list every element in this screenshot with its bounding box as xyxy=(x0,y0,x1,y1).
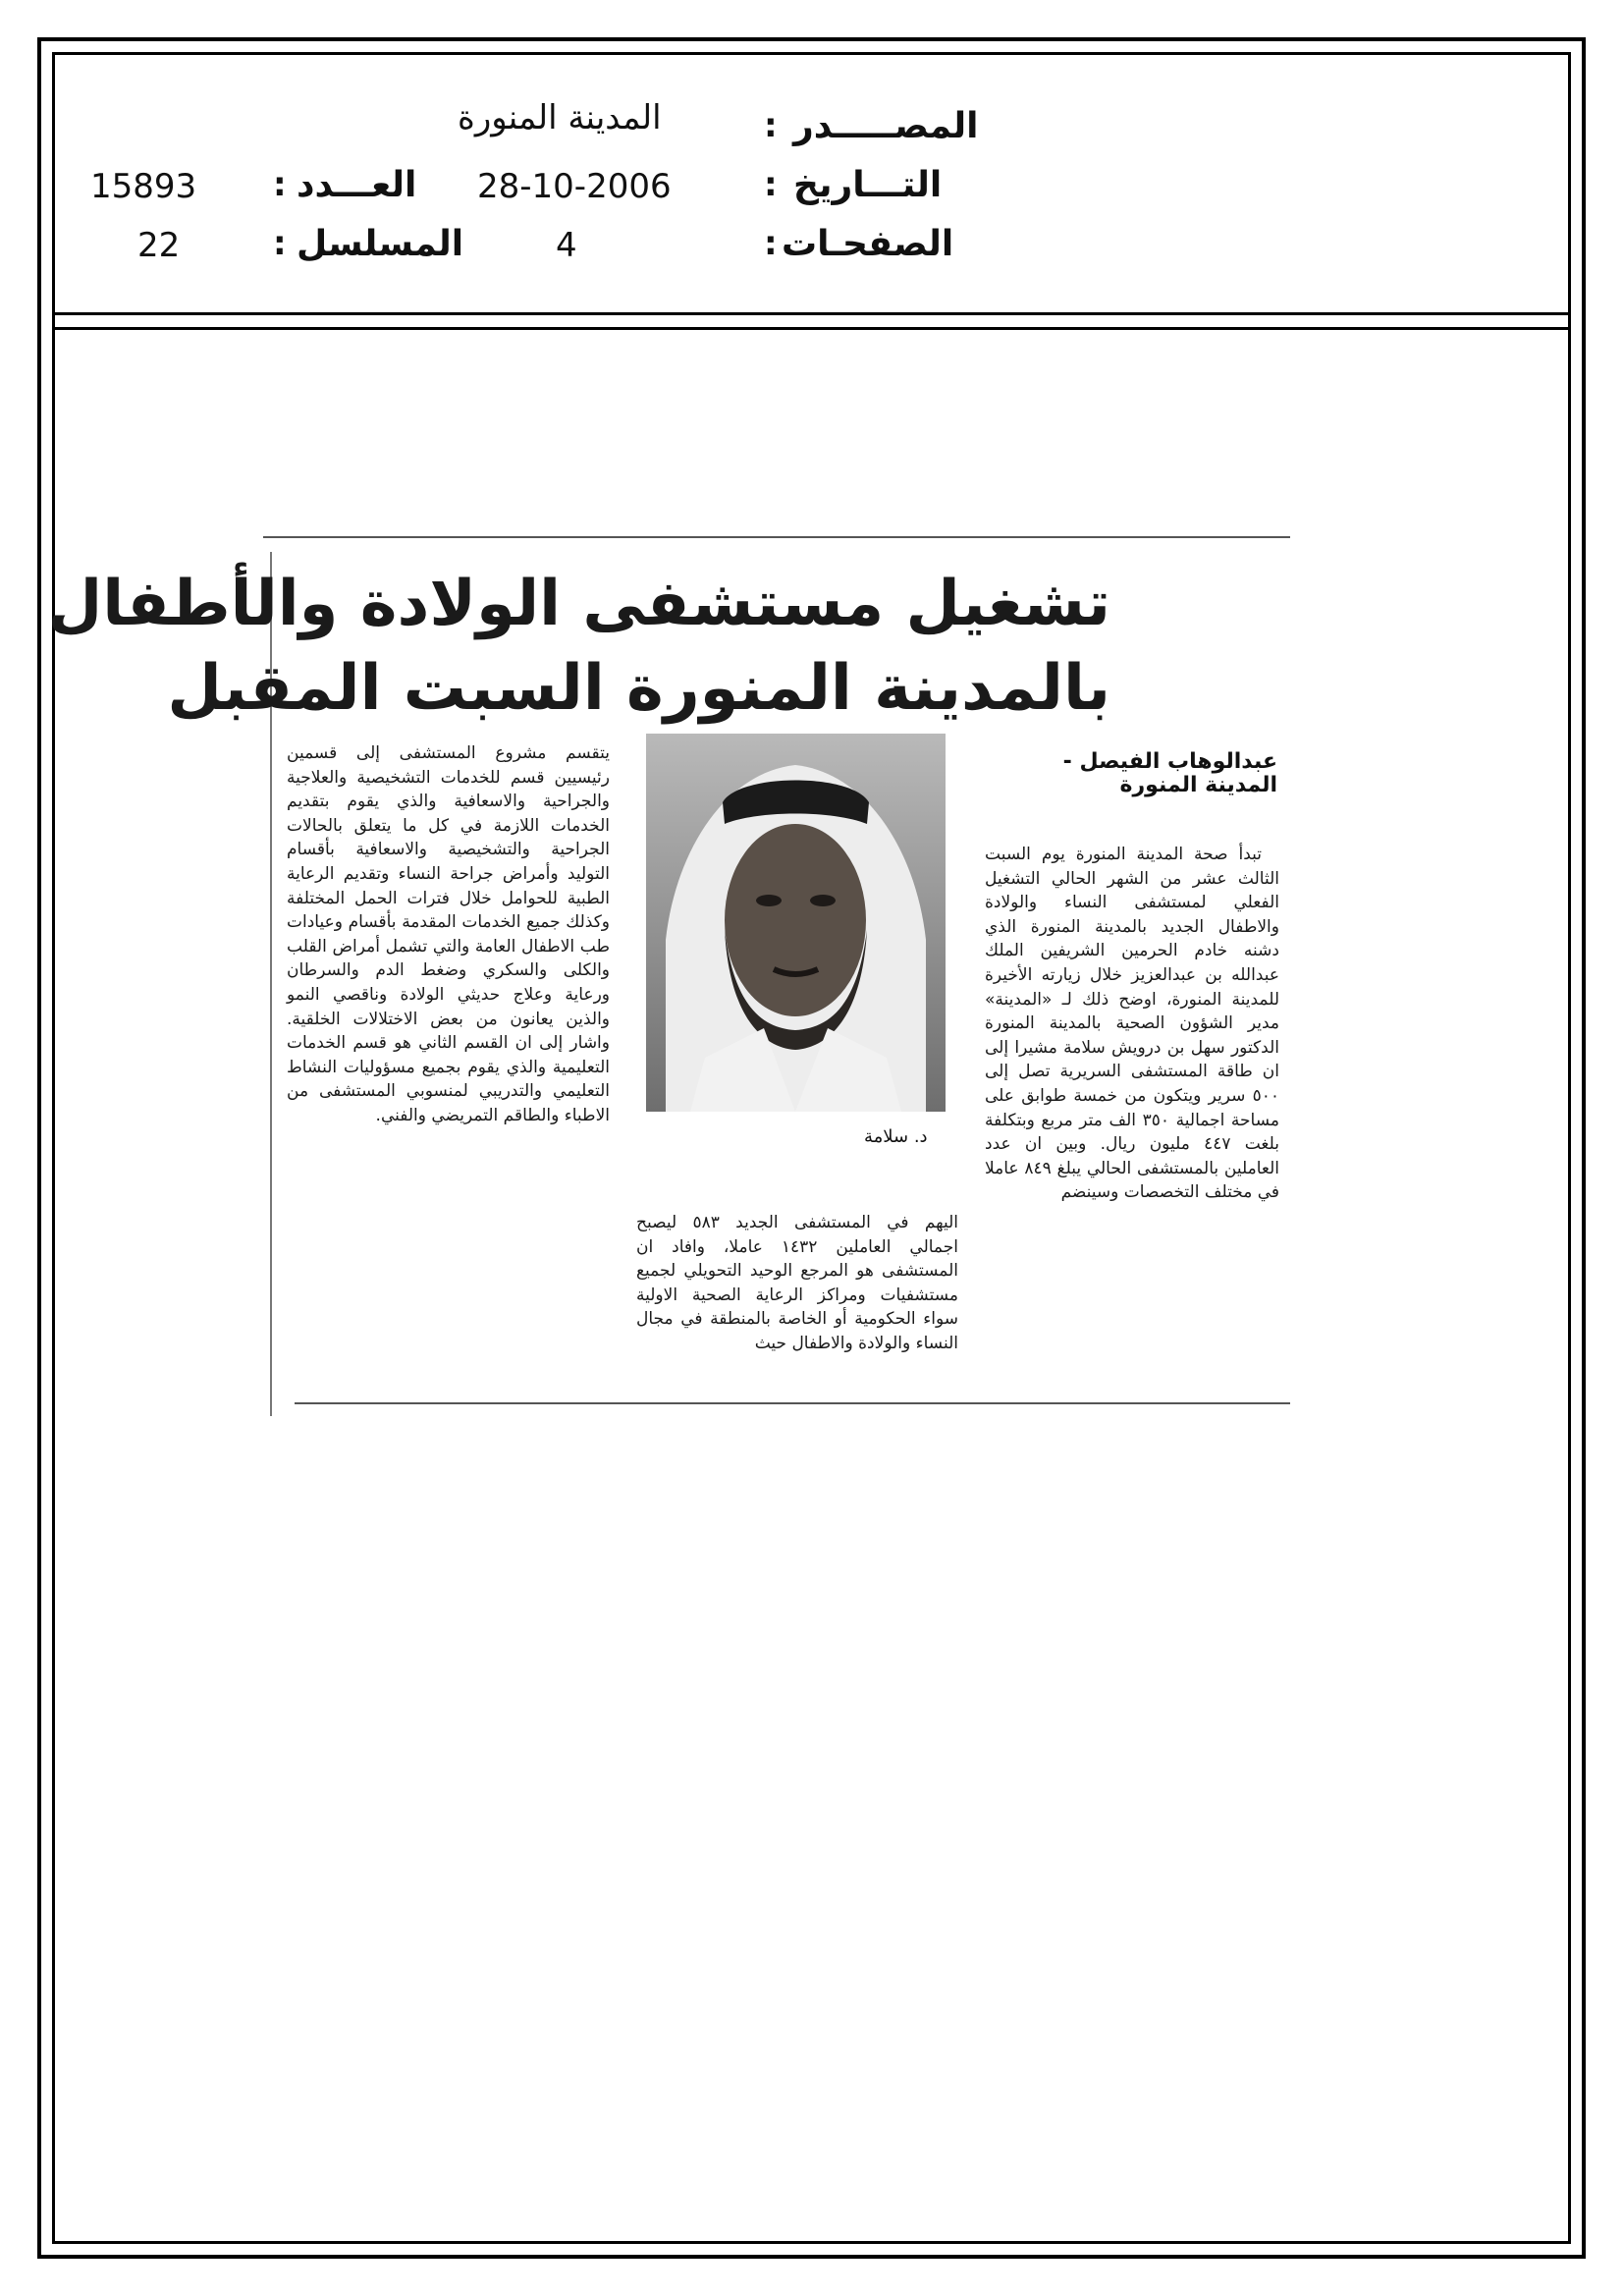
date-label: التـــاريخ xyxy=(793,165,943,205)
source-label: المصـــــدر xyxy=(793,106,979,146)
byline-place: المدينة المنورة xyxy=(1119,773,1277,797)
issue-label: العـــدد xyxy=(297,165,417,205)
headline-line-1: تشغيل مستشفى الولادة والأطفال xyxy=(47,568,1110,640)
serial-value: 22 xyxy=(137,226,181,265)
date-colon: : xyxy=(764,165,778,204)
article-column-right xyxy=(985,843,1279,1205)
photo-caption: د. سلامة xyxy=(864,1126,928,1147)
serial-label: المسلسل xyxy=(297,224,464,264)
issue-colon: : xyxy=(273,165,287,204)
byline-author: عبدالوهاب الفيصل - xyxy=(1062,749,1277,774)
clipping-bottom-rule xyxy=(295,1402,1290,1404)
source-colon: : xyxy=(764,106,778,145)
pages-value: 4 xyxy=(556,226,577,265)
article-paragraph: يتقسم مشروع المستشفى إلى قسمين رئيسيين قسم للخدمات التشخيصية والعلاجية والجراحية والاسعافية والذي يقوم بتقديم الخدمات اللازمة في كل ما يتعلق بالحالات الجراحية والتشخيصية والاسعافية بأقسام التوليد وأمراض جراحة النساء وتقديم الرعاية الطبية للحوامل خلال فترات الحمل المختلفة وكذلك جميع الخدمات المقدمة بأقسام وعيادات طب الاطفال العامة والتي تشمل أمراض القلب والكلى والسكري وضغط الدم والسرطان ورعاية وعلاج حديثي الولادة وناقصي النمو والذين يعانون من بعض الاختلالات الخلقية. واشار إلى ان القسم الثاني هو قسم الخدمات التعليمية والذي يقوم بجميع مسؤوليات النشاط التعليمي والتدريبي لمنسوبي المستشفى من الاطباء والطاقم التمريضي والفني. xyxy=(287,743,610,1125)
headline-line-2: بالمدينة المنورة السبت المقبل xyxy=(167,652,1110,725)
date-value: 28-10-2006 xyxy=(477,167,672,206)
source-value: المدينة المنورة xyxy=(458,98,662,137)
pages-label: الصفحـات xyxy=(782,224,954,264)
clipping-top-rule xyxy=(263,536,1290,538)
article-column-middle xyxy=(636,1211,958,1356)
page-frame-inner xyxy=(52,52,1571,2244)
portrait-image xyxy=(646,734,946,1112)
article-column-left xyxy=(287,741,610,1128)
pages-colon: : xyxy=(764,224,778,263)
serial-colon: : xyxy=(273,224,287,263)
portrait-photo xyxy=(646,734,946,1112)
issue-value: 15893 xyxy=(90,167,197,206)
article-paragraph: تبدأ صحة المدينة المنورة يوم السبت الثالث عشر من الشهر الحالي التشغيل الفعلي لمستشفى النساء والولادة والاطفال الجديد بالمدينة المنورة الذي دشنه خادم الحرمين الشريفين الملك عبدالله بن عبدالعزيز خلال زيارته الأخيرة للمدينة المنورة، اوضح ذلك لـ «المدينة» مدير الشؤون الصحية بالمدينة المنورة الدكتور سهل بن درويش سلامة مشيرا إلى ان طاقة المستشفى السريرية تصل إلى ٥٠٠ سرير ويتكون من خمسة طوابق على مساحة اجمالية ٣٥٠ الف متر مربع وبتكلفة بلغت ٤٤٧ مليون ريال. وبين ان عدد العاملين بالمستشفى الحالي يبلغ ٨٤٩ عاملا في مختلف التخصصات وسينضم xyxy=(985,845,1279,1203)
article-paragraph: اليهم في المستشفى الجديد ٥٨٣ ليصبح اجمالي العاملين ١٤٣٢ عاملا، وافاد ان المستشفى هو المرجع الوحيد التحويلي لجميع مستشفيات ومراكز الرعاية الصحية الاولية سواء الحكومية أو الخاصة بالمنطقة في مجال النساء والولادة والاطفال حيث xyxy=(636,1213,958,1353)
header-divider xyxy=(52,312,1571,315)
header-divider-inner xyxy=(52,327,1571,330)
